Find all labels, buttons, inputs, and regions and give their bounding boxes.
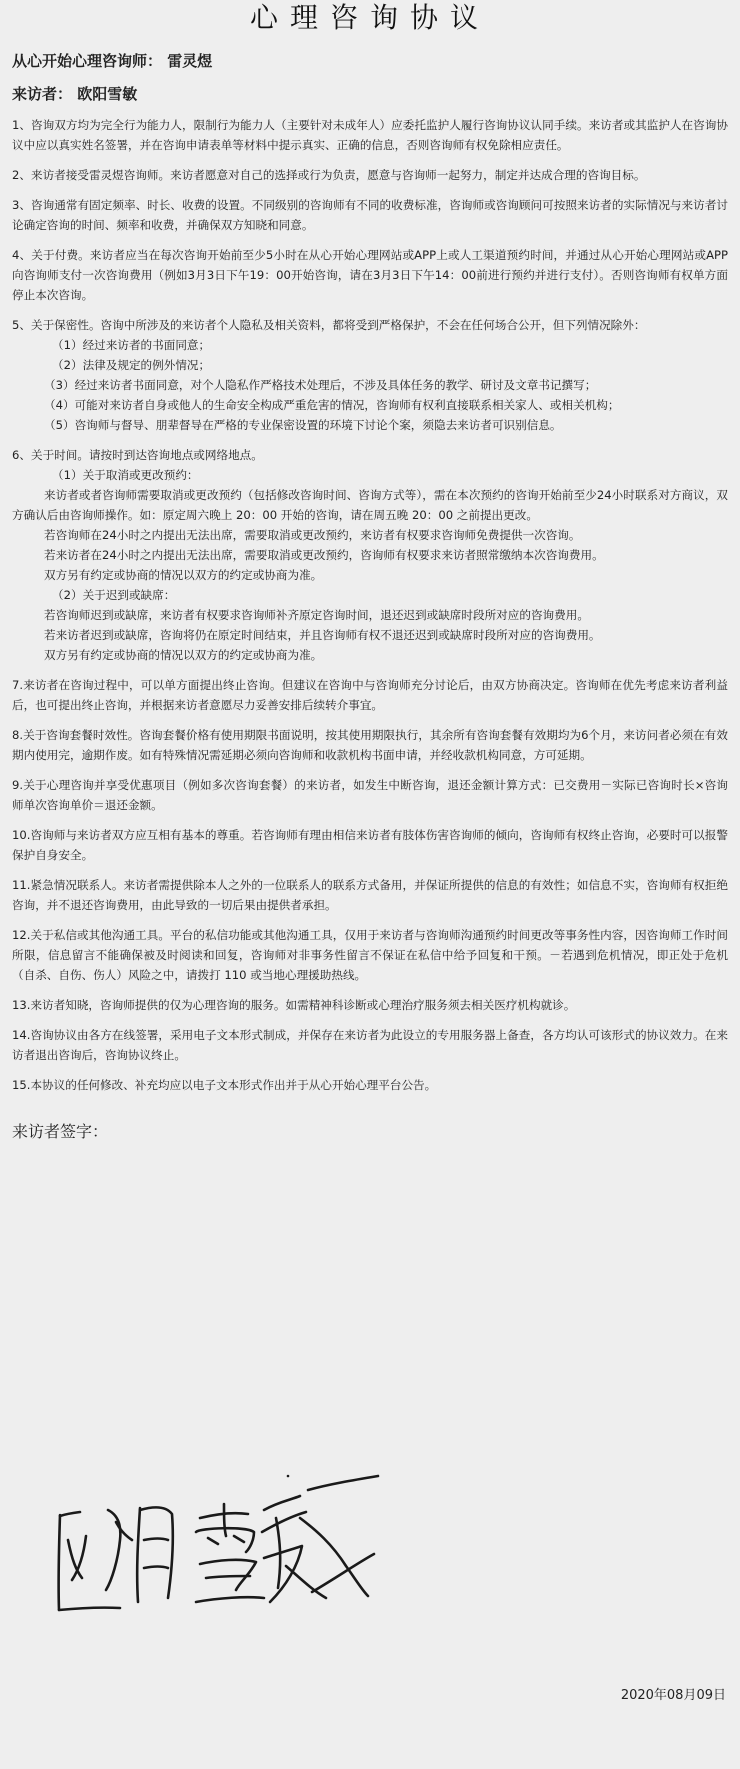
clause-5-intro: 5、关于保密性。咨询中所涉及的来访者个人隐私及相关资料，都将受到严格保护，不会在任何场合公开，但下列情况除外：: [12, 318, 646, 332]
clause-8: 8.关于咨询套餐时效性。咨询套餐价格有使用期限书面说明，按其使用期限执行，其余所有咨询套餐有效期均为6个月，来访问者必须在有效期内使用完，逾期作废。如有特殊情况需延期必须向咨询师和收款机构书面申请，并经收款机构同意，方可延期。: [12, 728, 728, 762]
clause-4: 4、关于付费。来访者应当在每次咨询开始前至少5小时在从心开始心理网站或APP上或人工渠道预约时间，并通过从心开始心理网站或APP向咨询师支付一次咨询费用（例如3月3日下午19：00开始咨询，请在3月3日下午14：00前进行预约并进行支付）。否则咨询师有权单方面停止本次咨询。: [12, 248, 728, 302]
clause-5-item: （3）经过来访者书面同意，对个人隐私作严格技术处理后，不涉及具体任务的教学、研讨及文章书记撰写；: [44, 378, 597, 392]
signature-label: 来访者签字：: [12, 1122, 109, 1141]
clause-9: 9.关于心理咨询并享受优惠项目（例如多次咨询套餐）的来访者，如发生中断咨询，退还金额计算方式：已交费用－实际已咨询时长×咨询师单次咨询单价＝退还金额。: [12, 778, 728, 812]
clause-5-item: （4）可能对来访者自身或他人的生命安全构成严重危害的情况，咨询师有权利直接联系相关家人、或相关机构；: [44, 398, 620, 412]
client-line: [12, 83, 728, 105]
clause-12: 12.关于私信或其他沟通工具。平台的私信功能或其他沟通工具，仅用于来访者与咨询师沟通预约时间更改等事务性内容，因咨询师工作时间所限，信息留言不能确保被及时阅读和回复，咨询师对非事务性留言不保证在私信中给予回复和干预。－若遇到危机情况，即正处于危机（自杀、自伤、伤人）风险之中，请拨打 110 或当地心理援助热线。: [12, 928, 728, 982]
clause-5: [12, 315, 728, 435]
counselor-label: 从心开始心理咨询师：: [12, 52, 163, 70]
clause-13: 13.来访者知晓，咨询师提供的仅为心理咨询的服务。如需精神科诊断或心理治疗服务须去相关医疗机构就诊。: [12, 998, 576, 1012]
clause-6-sub1-title: （1）关于取消或更改预约：: [52, 468, 199, 482]
clause-15: 15.本协议的任何修改、补充均应以电子文本形式作出并于从心开始心理平台公告。: [12, 1078, 437, 1092]
signing-date: 2020年08月09日: [620, 1688, 726, 1703]
client-label: 来访者：: [12, 85, 73, 103]
clause-6-paragraph: 若咨询师迟到或缺席，来访者有权要求咨询师补齐原定咨询时间，退还迟到或缺席时段所对应的咨询费用。: [44, 608, 589, 622]
clause-6: [12, 445, 728, 665]
clause-6-paragraph: 若来访者迟到或缺席，咨询将仍在原定时间结束，并且咨询师有权不退还迟到或缺席时段所对应的咨询费用。: [44, 628, 601, 642]
clause-6-intro: 6、关于时间。请按时到达咨询地点或网络地点。: [12, 448, 263, 462]
clause-5-item: （2）法律及规定的例外情况；: [52, 358, 211, 372]
counselor-name: 雷灵煜: [167, 52, 213, 70]
clause-7: 7.来访者在咨询过程中，可以单方面提出终止咨询。但建议在咨询中与咨询师充分讨论后，由双方协商决定。咨询师在优先考虑来访者利益后，也可提出终止咨询，并根据来访者意愿尽力妥善安排后续转介事宜。: [12, 678, 728, 712]
clause-11: 11.紧急情况联系人。来访者需提供除本人之外的一位联系人的联系方式备用，并保证所提供的信息的有效性；如信息不实，咨询师有权拒绝咨询，并不退还咨询费用，由此导致的一切后果由提供者承担。: [12, 878, 728, 912]
clause-5-item: （5）咨询师与督导、朋辈督导在严格的专业保密设置的环境下讨论个案，须隐去来访者可识别信息。: [44, 418, 562, 432]
clause-6-sub2-title: （2）关于迟到或缺席：: [52, 588, 176, 602]
clause-6-paragraph: 若来访者在24小时之内提出无法出席，需要取消或更改预约，咨询师有权要求来访者照常缴纳本次咨询费用。: [44, 548, 604, 562]
clause-6-paragraph: 双方另有约定或协商的情况以双方的约定或协商为准。: [44, 568, 323, 582]
clause-6-paragraph: 若咨询师在24小时之内提出无法出席，需要取消或更改预约，来访者有权要求咨询师免费提供一次咨询。: [44, 528, 581, 542]
handwritten-signature: [50, 1470, 390, 1640]
page-title: 心理咨询协议: [249, 1, 490, 34]
clause-6-paragraph: 来访者或者咨询师需要取消或更改预约（包括修改咨询时间、咨询方式等），需在本次预约的咨询开始前至少24小时联系对方商议，双方确认后由咨询师操作。如：原定周六晚上 20：00 开始的咨询，请在周五晚 20：00 之前提出更改。: [12, 488, 728, 522]
clause-10: 10.咨询师与来访者双方应互相有基本的尊重。若咨询师有理由相信来访者有肢体伤害咨询师的倾向，咨询师有权终止咨询，必要时可以报警保护自身安全。: [12, 828, 728, 862]
counselor-line: [12, 50, 728, 72]
clause-14: 14.咨询协议由各方在线签署，采用电子文本形式制成，并保存在来访者为此设立的专用服务器上备查，各方均认可该形式的协议效力。在来访者退出咨询后，咨询协议终止。: [12, 1028, 728, 1062]
clause-2: 2、来访者接受雷灵煜咨询师。来访者愿意对自己的选择或行为负责，愿意与咨询师一起努力，制定并达成合理的咨询目标。: [12, 168, 646, 182]
clause-3: 3、咨询通常有固定频率、时长、收费的设置。不同级别的咨询师有不同的收费标准，咨询师或咨询顾问可按照来访者的实际情况与来访者讨论确定咨询的时间、频率和收费，并确保双方知晓和同意。: [12, 198, 728, 232]
clause-5-item: （1）经过来访者的书面同意；: [52, 338, 211, 352]
clause-6-paragraph: 双方另有约定或协商的情况以双方的约定或协商为准。: [44, 648, 323, 662]
client-name: 欧阳雪敏: [77, 85, 138, 103]
clause-1: 1、咨询双方均为完全行为能力人，限制行为能力人（主要针对未成年人）应委托监护人履行咨询协议认同手续。来访者或其监护人在咨询协议中应以真实姓名签署，并在咨询申请表单等材料中提示真实、正确的信息，否则咨询师有权免除相应责任。: [12, 118, 728, 152]
